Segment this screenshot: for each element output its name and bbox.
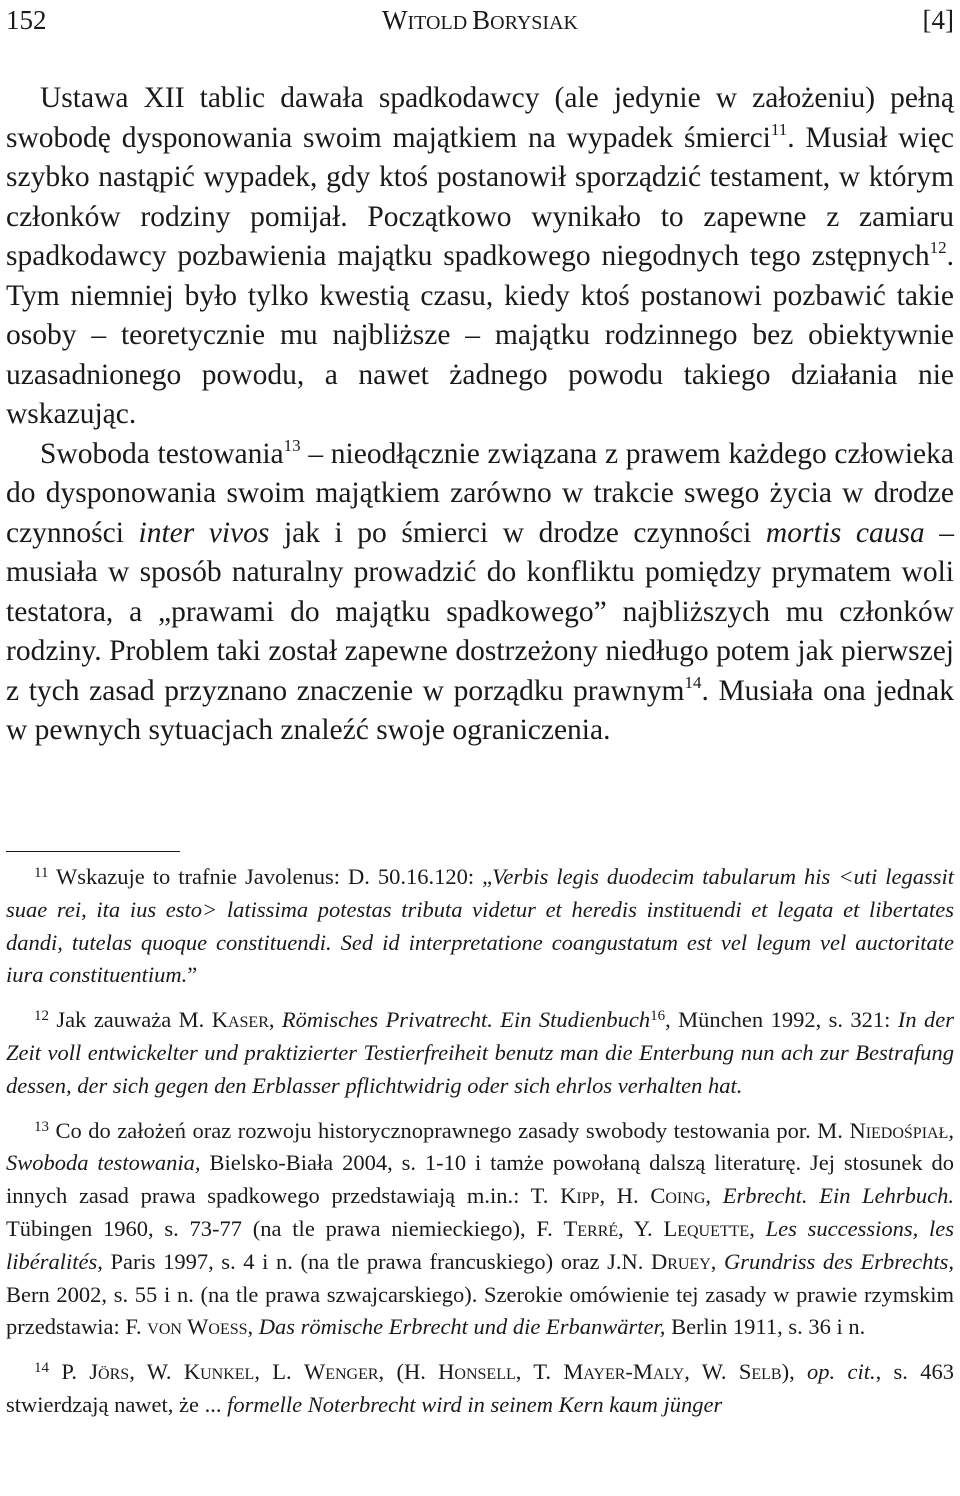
footnote-ref-11: 11 <box>770 119 788 139</box>
footnote-14: $^{14}$ P. Jörs, W. Kunkel, L. Wenger, (H. Honsell, T. Mayer-Maly, W. Selb), op. cit., s. 463 stwierdzają nawet, że ... formelle Noterbrecht wird in seinem Kern kaum jünger <box>6 1359 954 1417</box>
footnote-12: $^{12}$ Jak zauważa M. Kaser, Römisches Privatrecht. Ein Studienbuch$^{16}$, München 1992, s. 321: In der Zeit voll entwickelter und praktizierter Testierfreiheit benutz man die Enterbung nun ach zur Bestrafung dessen, der sich gegen den Erblasser pflichtwidrig oder sich ehrlos verhalten hat. <box>6 1007 954 1098</box>
footnote-ref-12: 12 <box>929 238 947 257</box>
paragraph-2: Swoboda testowania$^{13}$ – nieodłącznie związana z prawem każdego człowieka do dysponowania swoim majątkiem zarówno w trakcie swego życia w drodze czynności inter vivos jak i po śmierci w drodze czynności mortis causa – musiała w sposób naturalny prowadzić do konfliktu pomiędzy prymatem woli testatora, a „prawami do majątku spadkowego” najbliższych mu członków rodziny. Problem taki został zapewne dostrzeżony niedługo potem jak pierwszej z tych zasad przyznano znaczenie w porządku prawnym$^{14}$. Musiała ona jednak w pewnych sytuacjach znaleźć swoje ograniczenia. <box>6 435 954 746</box>
footnote-divider <box>6 851 180 852</box>
footnote-13: $^{13}$ Co do założeń oraz rozwoju historycznoprawnego zasady swobody testowania por. M. Niedośpiał, Swoboda testowania, Bielsko-Biała 2004, s. 1-10 i tamże powołaną dalszą literaturę. Jej stosunek do innych zasad prawa spadkowego przedstawiają m.in.: T. Kipp, H. Coing, Erbrecht. Ein Lehrbuch. Tübingen 1960, s. 73-77 (na tle prawa niemieckiego), F. Terré, Y. Lequette, Les successions, les libéralités, Paris 1997, s. 4 i n. (na tle prawa francuskiego) oraz J.N. Druey, Grundriss des Erbrechts, Bern 2002, s. 55 i n. (na tle prawa szwajcarskiego). Szerokie omówienie tej zasady w prawie rzymskim przedstawia: F. von Woess, Das römische Erbrecht und die Erbanwärter, Berlin 1911, s. 36 i n. <box>6 1117 955 1340</box>
footnote-ref-14: 14 <box>684 672 702 692</box>
paragraph-1: Ustawa XII tablic dawała spadkodawcy (ale jedynie w założeniu) pełną swobodę dysponowania swoim majątkiem na wypadek śmierci$^{11}$. Musiał więc szybko nastąpić wypadek, gdy ktoś postanowił sporządzić testament, w którym członków rodziny pomijał. Początkowo wynikało to zapewne z zamiaru spadkodawcy pozbawienia majątku spadkowego niegodnych tego zstępnych$^{12}$. Tym niemniej było tylko kwestią czasu, kiedy ktoś postanowi pozbawić takie osoby – teoretycznie mu najbliższe – majątku rodzinnego bez obiektywnie uzasadnionego powodu, a nawet żadnego powodu takiego działania nie wskazując. <box>6 82 954 430</box>
footnotes <box>6 857 954 1430</box>
page-number: 152 <box>6 5 47 35</box>
section-number: [4] <box>922 5 954 35</box>
running-title-author: WITOLD BORYSIAK <box>382 5 578 35</box>
main-text <box>6 79 954 751</box>
footnote-ref-13: 13 <box>283 435 301 455</box>
running-header <box>6 4 954 36</box>
footnote-11: $^{11}$ Wskazuje to trafnie Javolenus: D. 50.16.120: „Verbis legis duodecim tabularum his <uti legassit suae rei, ita ius esto> latissima potestas tributa videtur et heredis instituendi et legata et libertates dandi, tutelas quoque constituendi. Sed id interpretatione coangustatum est vel legum vel auctoritate iura constituentium.” <box>6 864 955 988</box>
